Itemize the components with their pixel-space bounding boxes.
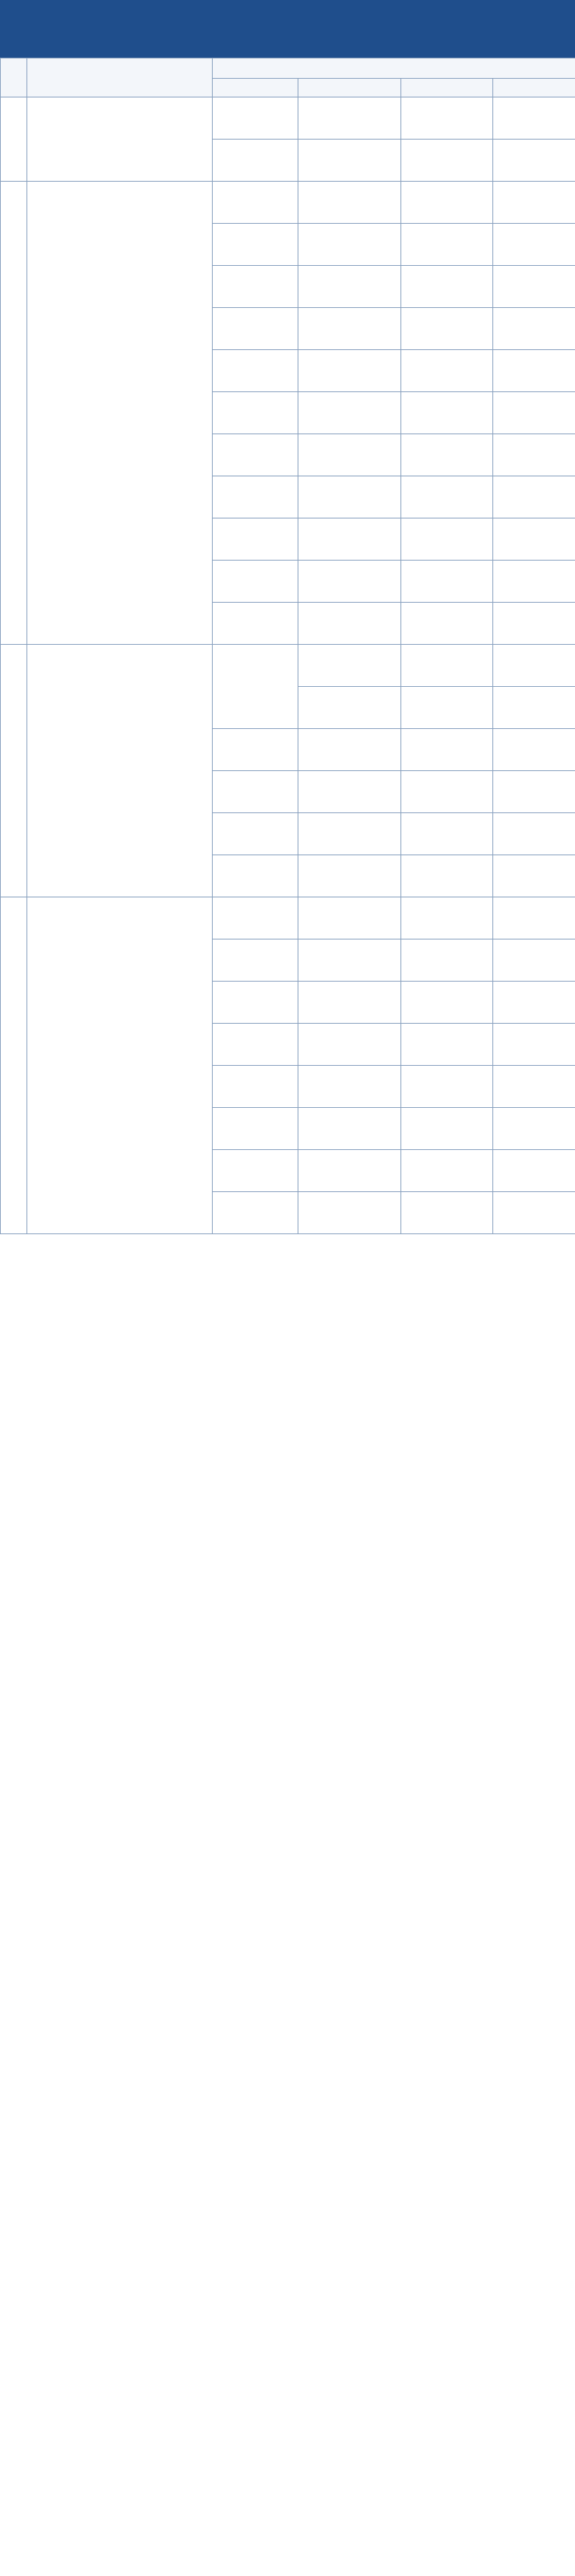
cell-major bbox=[298, 392, 401, 434]
cell-count bbox=[493, 1192, 575, 1234]
cell-education bbox=[401, 603, 493, 645]
cell-position bbox=[213, 645, 298, 729]
cell-major bbox=[298, 476, 401, 518]
cell-count bbox=[493, 97, 575, 140]
cell-unit bbox=[27, 97, 213, 182]
cell-count bbox=[493, 392, 575, 434]
cell-count bbox=[493, 645, 575, 687]
cell-seq bbox=[1, 645, 27, 897]
cell-education bbox=[401, 1024, 493, 1066]
cell-major bbox=[298, 645, 401, 687]
cell-education bbox=[401, 729, 493, 771]
cell-count bbox=[493, 308, 575, 350]
cell-count bbox=[493, 1150, 575, 1192]
cell-major bbox=[298, 855, 401, 897]
cell-position bbox=[213, 392, 298, 434]
header-education bbox=[401, 79, 493, 97]
cell-education bbox=[401, 645, 493, 687]
cell-major bbox=[298, 1192, 401, 1234]
cell-major bbox=[298, 813, 401, 855]
cell-education bbox=[401, 687, 493, 729]
cell-position bbox=[213, 813, 298, 855]
cell-position bbox=[213, 182, 298, 224]
header-position bbox=[213, 79, 298, 97]
cell-position bbox=[213, 939, 298, 982]
cell-position bbox=[213, 561, 298, 603]
cell-position bbox=[213, 1108, 298, 1150]
cell-count bbox=[493, 1066, 575, 1108]
cell-education bbox=[401, 897, 493, 939]
cell-count bbox=[493, 140, 575, 182]
cell-position bbox=[213, 97, 298, 140]
cell-count bbox=[493, 182, 575, 224]
cell-count bbox=[493, 603, 575, 645]
cell-major bbox=[298, 350, 401, 392]
cell-major bbox=[298, 1150, 401, 1192]
cell-education bbox=[401, 182, 493, 224]
table-row bbox=[1, 182, 575, 224]
cell-count bbox=[493, 897, 575, 939]
cell-position bbox=[213, 1024, 298, 1066]
cell-position bbox=[213, 855, 298, 897]
page-title bbox=[0, 0, 575, 58]
cell-major bbox=[298, 1066, 401, 1108]
cell-major bbox=[298, 897, 401, 939]
table-row bbox=[1, 645, 575, 687]
header-seq bbox=[1, 58, 27, 97]
cell-count bbox=[493, 813, 575, 855]
cell-count bbox=[493, 687, 575, 729]
cell-education bbox=[401, 1192, 493, 1234]
cell-major bbox=[298, 97, 401, 140]
cell-major bbox=[298, 603, 401, 645]
cell-education bbox=[401, 518, 493, 561]
cell-education bbox=[401, 392, 493, 434]
cell-education bbox=[401, 561, 493, 603]
cell-education bbox=[401, 813, 493, 855]
cell-education bbox=[401, 1108, 493, 1150]
header-unit bbox=[27, 58, 213, 97]
cell-position bbox=[213, 1066, 298, 1108]
cell-count bbox=[493, 561, 575, 603]
cell-education bbox=[401, 939, 493, 982]
cell-education bbox=[401, 1150, 493, 1192]
cell-education bbox=[401, 434, 493, 476]
cell-major bbox=[298, 939, 401, 982]
cell-count bbox=[493, 224, 575, 266]
cell-education bbox=[401, 224, 493, 266]
cell-unit bbox=[27, 182, 213, 645]
cell-count bbox=[493, 729, 575, 771]
cell-major bbox=[298, 771, 401, 813]
table-row bbox=[1, 97, 575, 140]
cell-count bbox=[493, 939, 575, 982]
cell-position bbox=[213, 140, 298, 182]
cell-position bbox=[213, 897, 298, 939]
cell-position bbox=[213, 476, 298, 518]
cell-education bbox=[401, 308, 493, 350]
cell-education bbox=[401, 266, 493, 308]
cell-major bbox=[298, 687, 401, 729]
cell-education bbox=[401, 982, 493, 1024]
cell-unit bbox=[27, 645, 213, 897]
cell-count bbox=[493, 476, 575, 518]
cell-position bbox=[213, 308, 298, 350]
cell-position bbox=[213, 518, 298, 561]
cell-position bbox=[213, 434, 298, 476]
cell-education bbox=[401, 1066, 493, 1108]
cell-major bbox=[298, 1108, 401, 1150]
table-body bbox=[1, 97, 575, 1234]
cell-major bbox=[298, 518, 401, 561]
cell-position bbox=[213, 350, 298, 392]
cell-seq bbox=[1, 897, 27, 1234]
cell-position bbox=[213, 1150, 298, 1192]
cell-education bbox=[401, 476, 493, 518]
header-major bbox=[298, 79, 401, 97]
header-count bbox=[493, 79, 575, 97]
cell-seq bbox=[1, 182, 27, 645]
cell-count bbox=[493, 434, 575, 476]
cell-count bbox=[493, 350, 575, 392]
cell-major bbox=[298, 434, 401, 476]
cell-major bbox=[298, 140, 401, 182]
cell-position bbox=[213, 1192, 298, 1234]
cell-position bbox=[213, 224, 298, 266]
cell-position bbox=[213, 771, 298, 813]
header-needs bbox=[213, 58, 575, 79]
cell-unit bbox=[27, 897, 213, 1234]
cell-major bbox=[298, 561, 401, 603]
cell-education bbox=[401, 855, 493, 897]
cell-count bbox=[493, 1108, 575, 1150]
cell-major bbox=[298, 224, 401, 266]
cell-major bbox=[298, 982, 401, 1024]
cell-count bbox=[493, 1024, 575, 1066]
cell-education bbox=[401, 350, 493, 392]
cell-count bbox=[493, 771, 575, 813]
table-row bbox=[1, 897, 575, 939]
cell-position bbox=[213, 266, 298, 308]
cell-major bbox=[298, 182, 401, 224]
cell-education bbox=[401, 97, 493, 140]
cell-count bbox=[493, 518, 575, 561]
cell-seq bbox=[1, 97, 27, 182]
participants-table bbox=[0, 58, 575, 1234]
cell-major bbox=[298, 1024, 401, 1066]
cell-count bbox=[493, 982, 575, 1024]
cell-education bbox=[401, 771, 493, 813]
cell-major bbox=[298, 266, 401, 308]
cell-position bbox=[213, 729, 298, 771]
cell-major bbox=[298, 729, 401, 771]
cell-count bbox=[493, 855, 575, 897]
cell-position bbox=[213, 982, 298, 1024]
cell-education bbox=[401, 140, 493, 182]
cell-count bbox=[493, 266, 575, 308]
cell-position bbox=[213, 603, 298, 645]
cell-major bbox=[298, 308, 401, 350]
